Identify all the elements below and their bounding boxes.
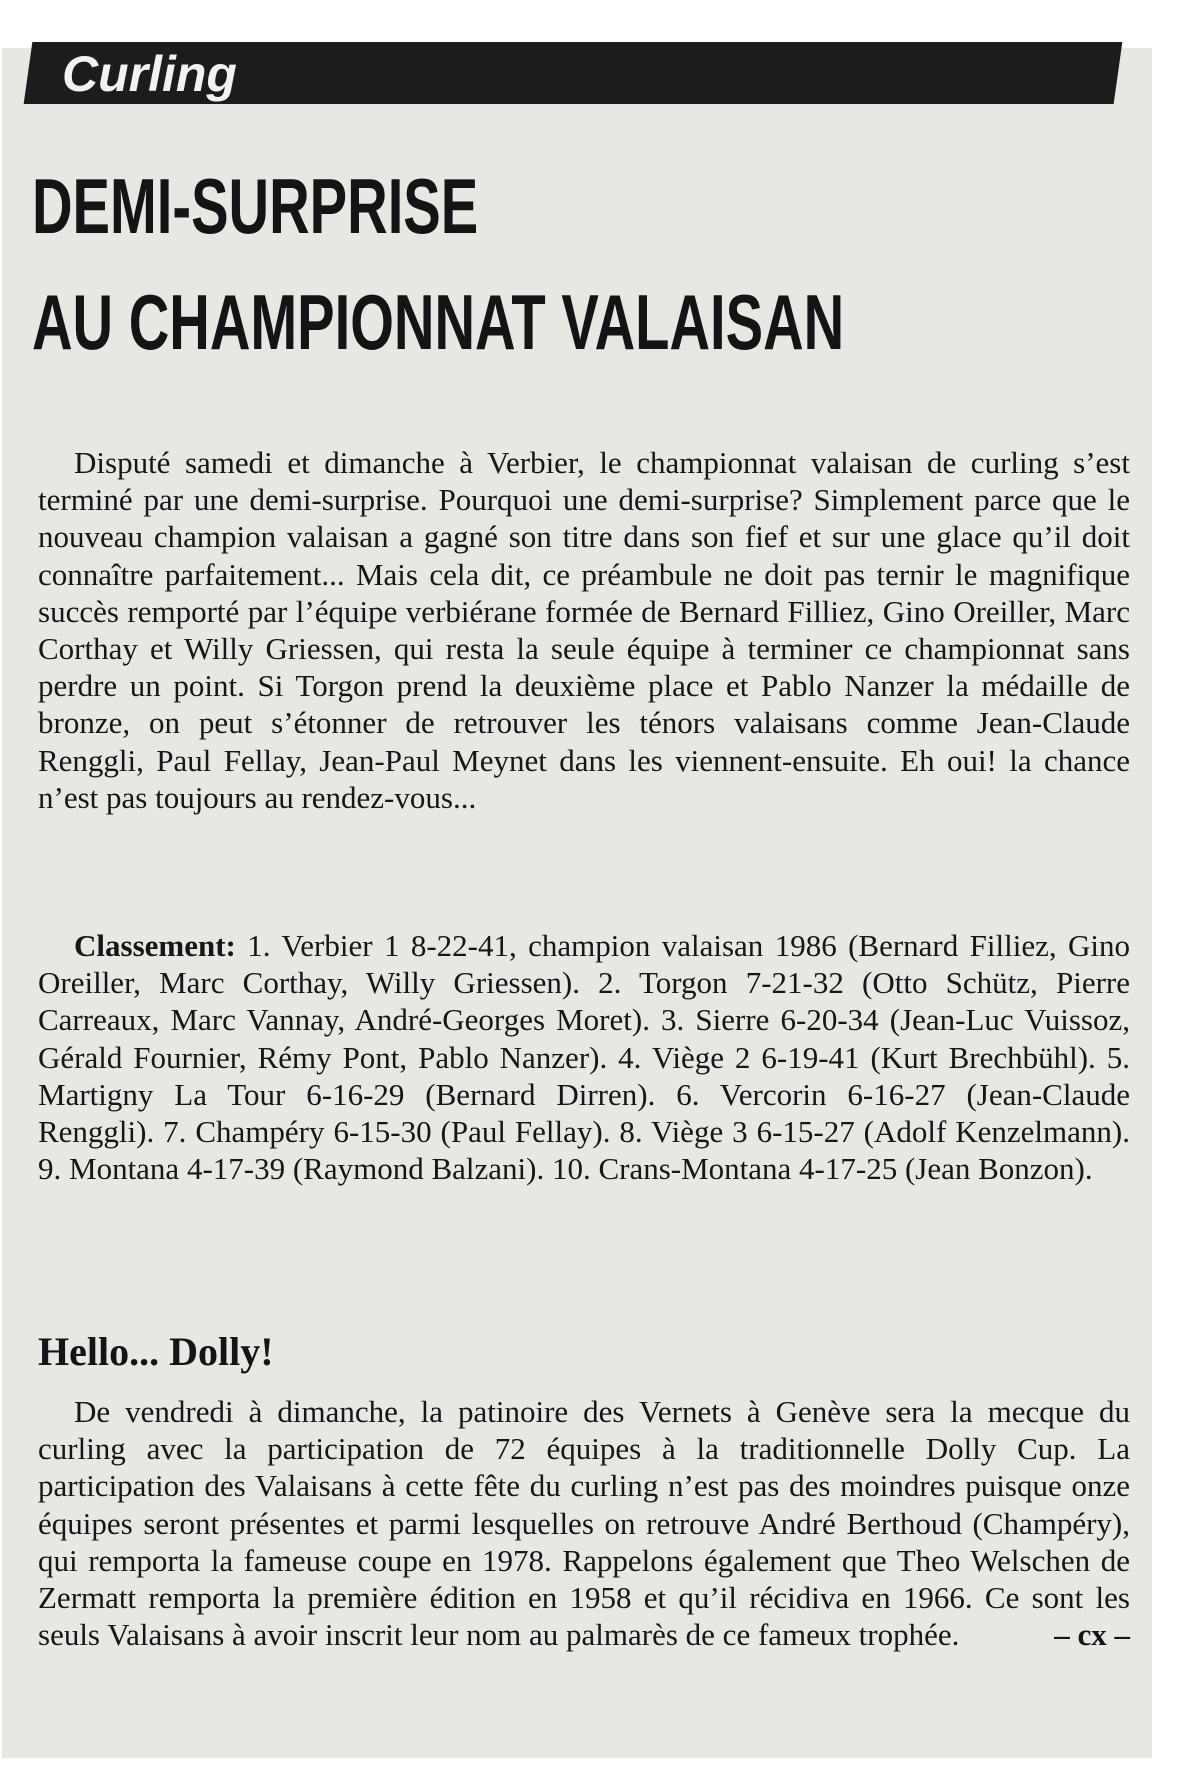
dolly-block <box>38 1393 1130 1653</box>
ranking-text: 1. Verbier 1 8-22-41, champion valaisan 1986 (Bernard Filliez, Gino Oreiller, Marc Corthay, Willy Griessen). 2. Torgon 7-21-32 (Otto Schütz, Pierre Carreaux, Marc Vannay, André-Georges Moret). 3. Sierre 6-20-34 (Jean-Luc Vuissoz, Gérald Fournier, Rémy Pont, Pablo Nanzer). 4. Viège 2 6-19-41 (Kurt Brechbühl). 5. Martigny La Tour 6-16-29 (Bernard Dirren). 6. Vercorin 6-16-27 (Jean-Claude Renggli). 7. Champéry 6-15-30 (Paul Fellay). 8. Viège 3 6-15-27 (Adolf Kenzelmann). 9. Montana 4-17-39 (Raymond Balzani). 10. Crans-Montana 4-17-25 (Jean Bonzon). <box>38 928 1130 1187</box>
author-signature: – cx – <box>1054 1617 1130 1653</box>
intro-text: Disputé samedi et dimanche à Verbier, le championnat valaisan de curling s’est terminé par une demi-surprise. Pourquoi une demi-surprise? Simplement parce que le nouveau champion valaisan a gagné son titre dans son fief et sur une glace qu’il doit connaître parfaitement... Mais cela dit, ce préambule ne doit pas ternir le magnifique succès remporté par l’équipe verbiérane formée de Bernard Filliez, Gino Oreiller, Marc Corthay et Willy Griessen, qui resta la seule équipe à terminer ce championnat sans perdre un point. Si Torgon prend la deuxième place et Pablo Nanzer la médaille de bronze, on peut s’étonner de retrouver les ténors valaisans comme Jean-Claude Renggli, Paul Fellay, Jean-Paul Meynet dans les viennent-ensuite. Eh oui! la chance n’est pas toujours au rendez-vous... <box>38 445 1130 815</box>
intro-paragraph <box>38 444 1130 816</box>
subheading: Hello... Dolly! <box>38 1329 274 1374</box>
dolly-paragraph <box>38 1393 1130 1653</box>
ranking-block <box>38 927 1130 1187</box>
headline-line-1: DEMI-SURPRISE <box>32 162 479 250</box>
headline <box>32 148 846 380</box>
headline-line-2: AU CHAMPIONNAT VALAISAN <box>32 278 845 366</box>
ranking-label: Classement: <box>74 928 236 963</box>
section-label: Curling <box>62 46 237 102</box>
dolly-text: De vendredi à dimanche, la patinoire des Vernets à Genève sera la mecque du curling avec la participation de 72 équipes à la traditionnelle Dolly Cup. La participation des Valaisans à cette fête du curling n’est pas des moindres puisque onze équipes seront présentes et parmi lesquelles on retrouve André Berthoud (Champéry), qui remporta la fameuse coupe en 1978. Rappelons également que Theo Welschen de Zermatt remporta la première édition en 1958 et qu’il récidiva en 1966. Ce sont les seuls Valaisans à avoir inscrit leur nom au palmarès de ce fameux trophée. <box>38 1394 1130 1653</box>
ranking-paragraph <box>38 927 1130 1187</box>
